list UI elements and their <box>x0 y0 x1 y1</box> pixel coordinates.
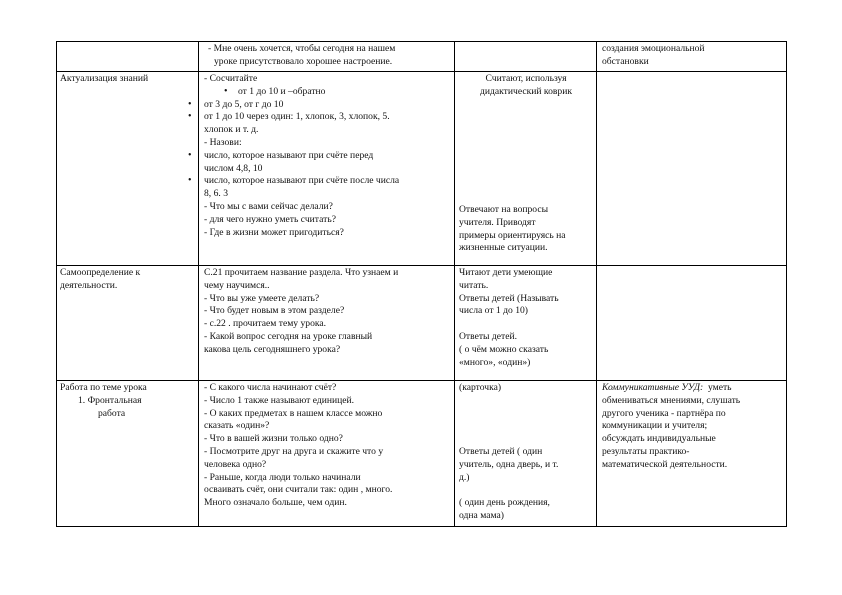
row2-students-bottom <box>459 204 566 255</box>
row1-uud-line: создания эмоциональной <box>602 43 705 54</box>
students-line: Отвечают на вопросы <box>459 204 549 215</box>
teacher-line: - Раньше, когда люди только начинали <box>204 471 361 483</box>
students-line: учителя. Приводят <box>459 216 536 228</box>
uud-line: обсуждать индивидуальные <box>602 433 716 445</box>
teacher-line: человека одно? <box>204 458 267 470</box>
teacher-line: - Что будет новым в этом разделе? <box>204 305 345 317</box>
students-line: учитель, одна дверь, и т. <box>459 458 559 470</box>
row3-stage-cell <box>60 267 140 293</box>
uud-heading-rest: уметь <box>703 382 732 393</box>
bullet-item: • от 1 до 10 и –обратно <box>238 86 399 99</box>
bullet-item: • от 3 до 5, от г до 10 <box>204 99 399 112</box>
row2-stage-cell <box>60 73 148 86</box>
row4-uud-cell <box>602 382 740 472</box>
students-line <box>459 484 558 497</box>
students-line: одна мама) <box>459 509 504 521</box>
row1-teacher-cell <box>208 43 395 69</box>
table-border-col3 <box>454 41 455 527</box>
row1-uud-line: обстановки <box>602 55 649 67</box>
stage-title: деятельности. <box>60 279 118 291</box>
teacher-line: С.21 прочитаем название раздела. Что узнаем и <box>204 267 399 278</box>
teacher-line: - Что в вашей жизни только одно? <box>204 433 343 445</box>
students-line: Ответы детей. <box>459 330 518 342</box>
row1-uud-cell <box>602 43 705 69</box>
students-line: «много», «один») <box>459 356 531 368</box>
teacher-line: сказать «один»? <box>204 420 270 432</box>
row4-students-bottom <box>459 446 558 523</box>
table-border-bottom <box>56 526 787 527</box>
row1-teacher-line: уроке присутствовало хорошее настроение. <box>214 55 393 67</box>
uud-line: обмениваться мнениями, слушать <box>602 394 741 406</box>
students-line: Считают, используя <box>485 73 567 84</box>
table-border-col2 <box>198 41 199 527</box>
teacher-line: осваивать счёт, они считали так: один , много. <box>204 484 393 496</box>
teacher-line: хлопок и т. д. <box>204 124 259 136</box>
uud-line: математической деятельности. <box>602 458 728 470</box>
row4-students-top <box>459 382 501 395</box>
students-line: жизненные ситуации. <box>459 242 548 254</box>
row2-teacher-cell <box>204 73 399 239</box>
teacher-line: - С какого числа начинают счёт? <box>204 382 337 393</box>
teacher-line: - с.22 . прочитаем тему урока. <box>204 318 327 330</box>
teacher-line: чему научимся.. <box>204 279 270 291</box>
students-line: д.) <box>459 471 470 483</box>
students-line: ( один день рождения, <box>459 497 550 509</box>
row4-teacher-cell <box>204 382 392 510</box>
teacher-line: - Назови: <box>204 136 242 148</box>
stage-list-item: 1. Фронтальная <box>78 394 142 406</box>
table-border-col4 <box>596 41 597 527</box>
row3-teacher-cell <box>204 267 398 357</box>
table-border-right <box>786 41 787 527</box>
row-divider-3 <box>56 380 787 381</box>
bullet-item: • число, которое называют при счёте перед <box>204 150 399 163</box>
stage-title: Актуализация знаний <box>60 73 149 84</box>
students-line: ( о чём можно сказать <box>459 343 549 355</box>
students-line: дидактический коврик <box>479 85 573 97</box>
teacher-line: числом 4,8, 10 <box>204 162 263 174</box>
row1-teacher-line: - Мне очень хочется, чтобы сегодня на нашем <box>208 43 396 54</box>
teacher-line: - Число 1 также называют единицей. <box>204 394 355 406</box>
teacher-line: Много означало больше, чем один. <box>204 497 347 509</box>
stage-title: Работа по теме урока <box>60 382 147 393</box>
students-line: примеры ориентируясь на <box>459 229 566 241</box>
stage-list-item: работа <box>98 407 126 419</box>
students-line: (карточка) <box>459 382 502 393</box>
students-line: читать. <box>459 279 489 291</box>
students-line: Ответы детей (Называть <box>459 292 559 304</box>
row-divider-1 <box>56 71 787 72</box>
teacher-line: - Где в жизни может пригодиться? <box>204 226 344 238</box>
students-line <box>459 318 559 331</box>
students-line: числа от 1 до 10) <box>459 305 528 317</box>
teacher-line: 8, 6. 3 <box>204 188 228 200</box>
uud-line: результаты практико- <box>602 445 690 457</box>
teacher-line: - Что мы с вами сейчас делали? <box>204 200 333 212</box>
students-line: Читают дети умеющие <box>459 267 553 278</box>
teacher-line: - Какой вопрос сегодня на уроке главный <box>204 330 373 342</box>
teacher-line: - Сосчитайте <box>204 73 258 84</box>
bullet-item: • от 1 до 10 через один: 1, хлопок, 3, хлопок, 5. <box>204 111 399 124</box>
row4-stage-cell <box>60 382 147 420</box>
teacher-line: - О каких предметах в нашем классе можно <box>204 407 383 419</box>
stage-title: Самоопределение к <box>60 267 141 278</box>
uud-heading-line <box>602 382 740 395</box>
table-border-left <box>56 41 57 527</box>
students-line: Ответы детей ( один <box>459 446 543 457</box>
row2-students-top <box>456 73 596 99</box>
teacher-line: - Посмотрите друг на друга и скажите что у <box>204 445 384 457</box>
uud-line: другого ученика - партнёра по <box>602 407 726 419</box>
teacher-line: какова цель сегодняшнего урока? <box>204 343 341 355</box>
uud-line: коммуникации и учителя; <box>602 420 708 432</box>
row-divider-2 <box>56 265 787 266</box>
row3-students-cell <box>459 267 559 369</box>
uud-heading: Коммуникативные УУД: <box>602 382 704 393</box>
table-border-top <box>56 41 787 42</box>
bullet-item: • число, которое называют при счёте после числа <box>204 175 399 188</box>
teacher-line: - для чего нужно уметь считать? <box>204 213 336 225</box>
teacher-line: - Что вы уже умеете делать? <box>204 292 320 304</box>
